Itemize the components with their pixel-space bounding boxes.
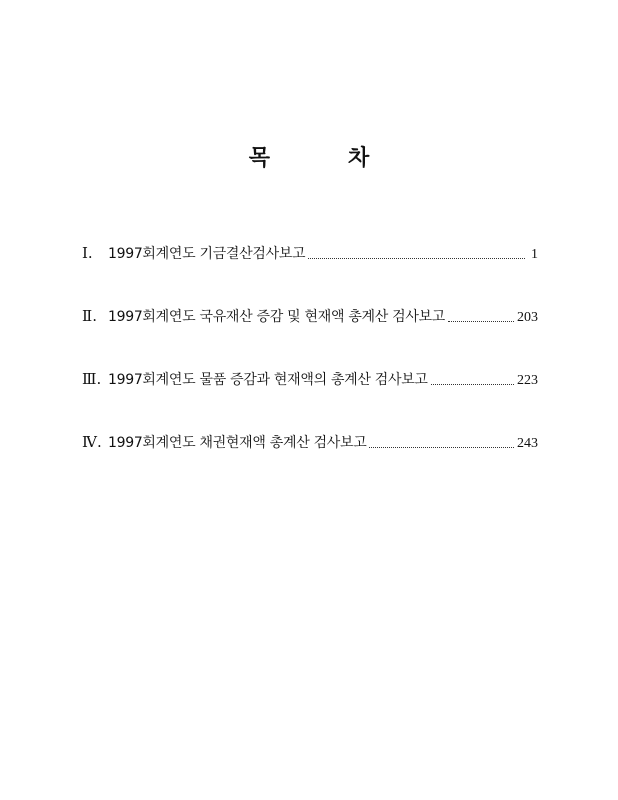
toc-entry-2[interactable] xyxy=(82,306,538,328)
title-char-1: 목 xyxy=(248,145,270,171)
table-of-contents xyxy=(82,243,538,495)
toc-entry-3[interactable] xyxy=(82,369,538,391)
toc-numeral: Ⅲ. xyxy=(82,370,102,388)
dot-leader xyxy=(308,257,525,259)
toc-title: 1997회계연도 물품 증감과 현재액의 총계산 검사보고 xyxy=(108,372,428,388)
toc-entry-1[interactable] xyxy=(82,243,538,265)
dot-leader xyxy=(431,383,514,385)
toc-entry-4[interactable] xyxy=(82,432,538,454)
toc-title: 1997회계연도 국유재산 증감 및 현재액 총계산 검사보고 xyxy=(108,309,446,325)
toc-page-number: 203 xyxy=(517,310,538,325)
toc-title: 1997회계연도 기금결산검사보고 xyxy=(108,246,306,262)
toc-numeral: Ⅳ. xyxy=(82,433,102,451)
toc-page-number: 223 xyxy=(517,373,538,388)
dot-leader xyxy=(448,320,514,322)
toc-numeral: Ⅰ. xyxy=(82,244,93,262)
toc-page-number: 243 xyxy=(517,436,538,451)
page-title xyxy=(0,141,618,172)
toc-numeral: Ⅱ. xyxy=(82,307,97,325)
dot-leader xyxy=(369,446,514,448)
toc-title: 1997회계연도 채권현재액 총계산 검사보고 xyxy=(108,435,367,451)
title-char-2: 차 xyxy=(348,145,370,171)
toc-page-number: 1 xyxy=(531,247,538,262)
